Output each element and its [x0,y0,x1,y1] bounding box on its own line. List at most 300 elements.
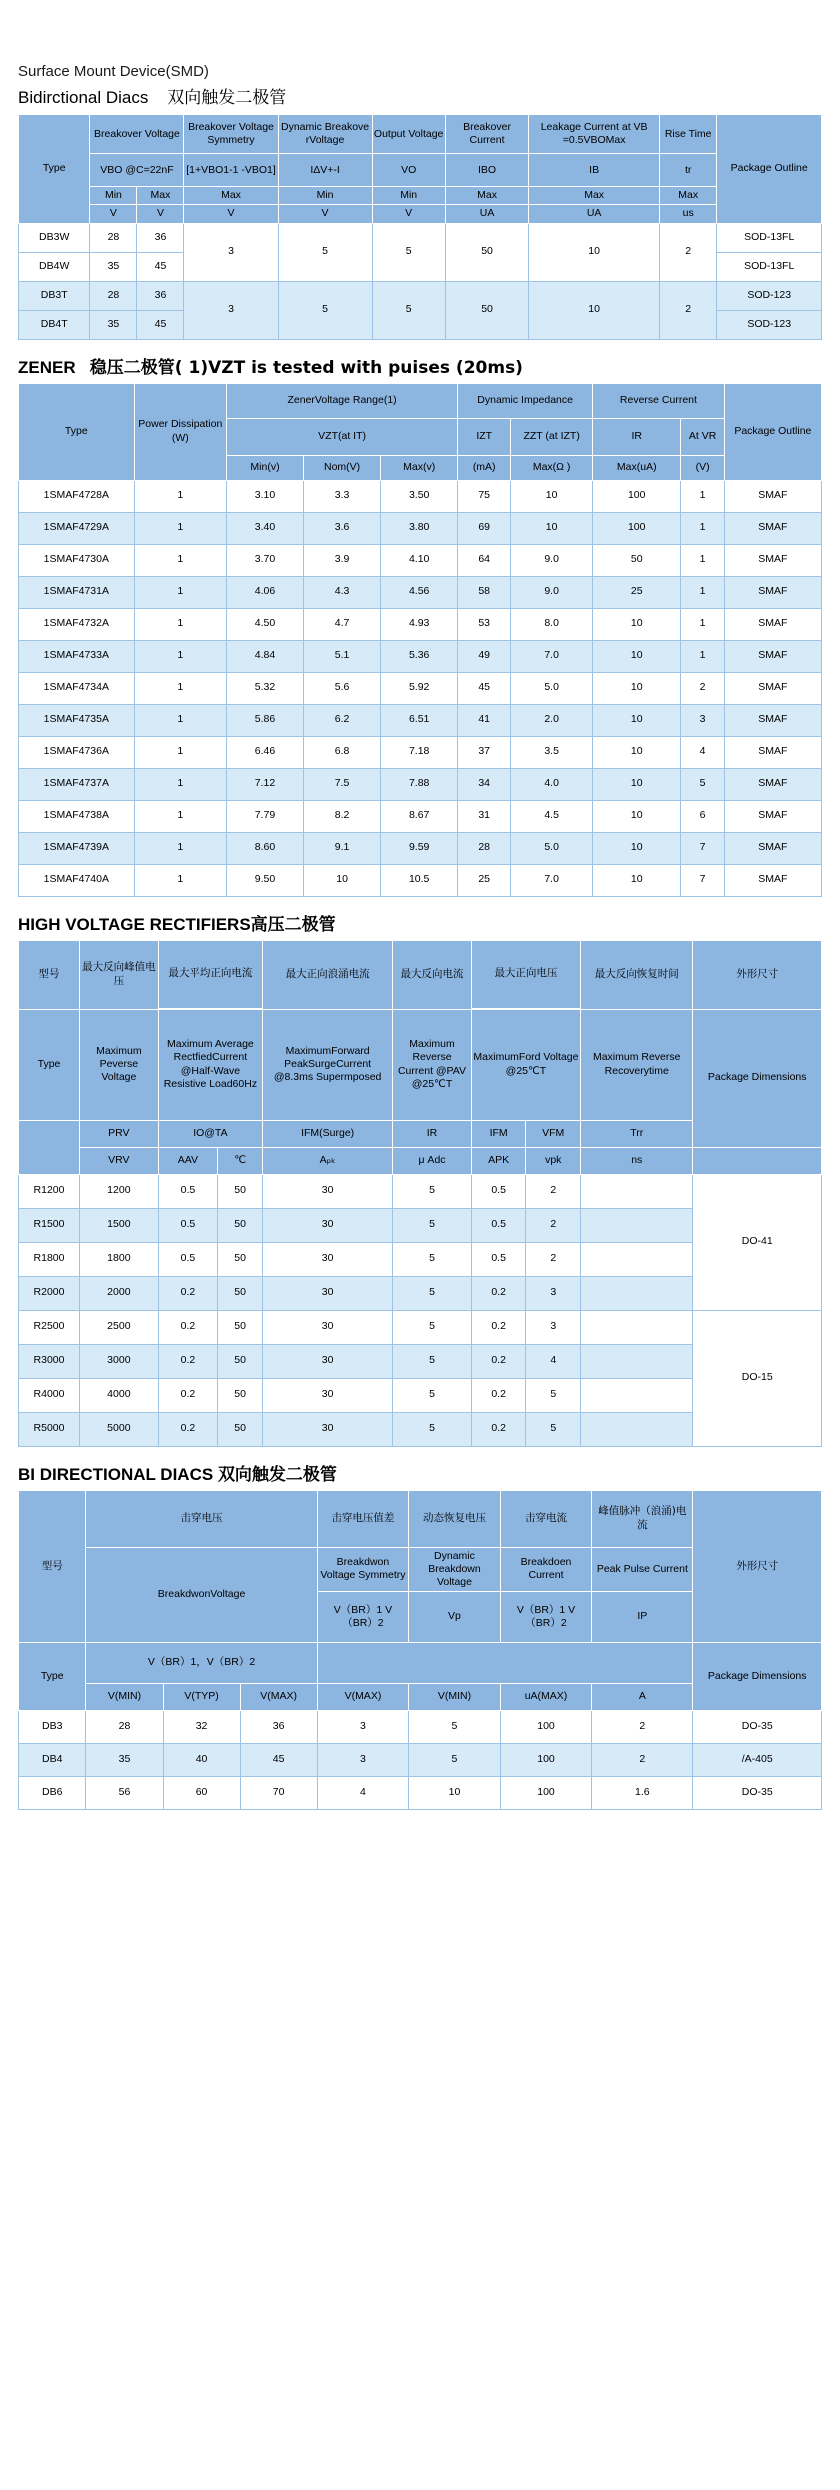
cell-vzt-min: 3.70 [226,544,303,576]
cell-ifm-surge: 30 [263,1310,393,1344]
cell-type: DB3W [19,223,90,252]
cell-type: 1SMAF4737A [19,768,135,800]
cell-at-vr: 1 [681,480,724,512]
cell-vzt-min: 3.10 [226,480,303,512]
cell-type: R1200 [19,1174,80,1208]
cell-izt: 69 [458,512,511,544]
th-breakover-voltage-symmetry: Breakover Voltage Symmetry [184,115,278,154]
table-row [19,864,822,896]
table-row [19,544,822,576]
th-unit-vmax-sym: V(MAX) [317,1683,409,1710]
table-body [19,1710,822,1809]
cell-vbo-min: 35 [90,310,137,339]
cell-io: 0.2 [158,1344,217,1378]
th-en-breakdown-voltage-symmetry: Breakdwon Voltage Symmetry [317,1547,409,1591]
cell-vmin: 35 [86,1743,163,1776]
cell-trr [581,1276,693,1310]
header-row-1 [19,383,822,418]
th-sym-type-blank [19,1120,80,1174]
section-title-bi-directional-diacs [18,1460,822,1485]
table-row [19,1174,822,1208]
th-tr: tr [659,154,716,187]
cell-ir: 50 [593,544,681,576]
cell-vfm: 2 [526,1208,581,1242]
cell-at-vr: 1 [681,512,724,544]
cell-vzt-min: 4.06 [226,576,303,608]
cell-type: 1SMAF4730A [19,544,135,576]
header-row-1 [19,115,822,154]
cell-power-dissipation: 1 [134,704,226,736]
cell-package: SOD-13FL [717,252,822,281]
cell-package: SMAF [724,768,821,800]
th-cn-package-dimensions: 外形尺寸 [693,940,822,1009]
table-row [19,1710,822,1743]
cell-vmax: 45 [240,1743,317,1776]
cell-package: SMAF [724,800,821,832]
table-row [19,704,822,736]
cell-vfm: 5 [526,1378,581,1412]
th-izt: IZT [458,418,511,455]
cell-vbo-max: 45 [137,310,184,339]
th-cn-peak-pulse-current: 峰值脉冲（浪涌)电流 [592,1490,693,1547]
table-row [19,768,822,800]
th-vbo: VBO @C=22nF [90,154,184,187]
cell-ta: 50 [218,1208,263,1242]
th-power-dissipation: Power Dissipation (W) [134,383,226,480]
cell-ir: 5 [393,1344,472,1378]
cell-at-vr: 1 [681,608,724,640]
table-row [19,281,822,310]
table-body [19,1174,822,1446]
cell-sym: 3 [317,1743,409,1776]
cell-prv: 5000 [80,1412,159,1446]
cell-at-vr: 1 [681,544,724,576]
cell-type: 1SMAF4738A [19,800,135,832]
cell-vzt-max: 5.92 [381,672,458,704]
cell-vo-min: 5 [372,281,445,339]
section-title-high-voltage-rectifiers [18,910,822,935]
cell-package: SMAF [724,480,821,512]
th-breakover-voltage: Breakover Voltage [90,115,184,154]
cell-vp: 5 [409,1743,501,1776]
header-row-cn [19,1490,822,1547]
th-unit-apk: Aₚₖ [263,1147,393,1174]
cell-at-vr: 6 [681,800,724,832]
cell-izt: 49 [458,640,511,672]
cell-vzt-min: 4.50 [226,608,303,640]
cell-ir: 100 [593,512,681,544]
table-wrapper-hvr [18,940,822,1447]
cell-zzt: 4.0 [511,768,593,800]
table-wrapper-diacs-smd [18,114,822,339]
cell-sym-max: 3 [184,281,278,339]
cell-type: 1SMAF4729A [19,512,135,544]
cell-vfm: 5 [526,1412,581,1446]
cell-type: R1500 [19,1208,80,1242]
th-sym-vfm: VFM [526,1120,581,1147]
cell-ir: 10 [593,800,681,832]
table-body [19,480,822,896]
cell-vzt-max: 7.18 [381,736,458,768]
cell-package: SOD-13FL [717,223,822,252]
cell-ir: 10 [593,704,681,736]
th-ib-max: Max [529,187,660,205]
table-row [19,480,822,512]
table-body [19,223,822,339]
cell-sym: 4 [317,1776,409,1809]
cell-ir: 10 [593,608,681,640]
cell-zzt: 3.5 [511,736,593,768]
th-en-max-forward-voltage: MaximumFord Voltage @25℃T [471,1009,580,1120]
cell-vzt-max: 10.5 [381,864,458,896]
cell-package: SMAF [724,672,821,704]
cell-izt: 53 [458,608,511,640]
cell-izt: 25 [458,864,511,896]
cell-type: 1SMAF4733A [19,640,135,672]
cell-vzt-min: 7.12 [226,768,303,800]
cell-ip: 1.6 [592,1776,693,1809]
th-vo-min: Min [372,187,445,205]
cell-vzt-max: 7.88 [381,768,458,800]
cell-package: SMAF [724,736,821,768]
cell-tr-max: 2 [659,223,716,281]
th-en-dynamic-breakdown-voltage: Dynamic Breakdown Voltage [409,1547,501,1591]
section-title-en: ZENER [18,357,76,377]
cell-vzt-max: 4.56 [381,576,458,608]
cell-izt: 34 [458,768,511,800]
cell-package: SMAF [724,512,821,544]
cell-ifm: 0.2 [471,1344,526,1378]
th-sym-io-ta: IO@TA [158,1120,262,1147]
cell-ibo-max: 50 [445,223,529,281]
cell-trr [581,1344,693,1378]
cell-ta: 50 [218,1276,263,1310]
header-row-2 [19,154,822,187]
cell-izt: 41 [458,704,511,736]
cell-ir: 10 [593,640,681,672]
cell-vbo-min: 28 [90,281,137,310]
th-idv: IΔV+-I [278,154,372,187]
th-en-package-dimensions: Package Dimensions [693,1009,822,1147]
section-title-cn: 双向触发二极管 [167,88,287,109]
cell-ir: 10 [593,832,681,864]
cell-izt: 58 [458,576,511,608]
th-sym-vbr1-vbr2: V（BR）1，V（BR）2 [86,1642,317,1683]
cell-at-vr: 1 [681,576,724,608]
cell-zzt: 5.0 [511,672,593,704]
cell-ir: 10 [593,864,681,896]
cell-ifm: 0.5 [471,1174,526,1208]
table-row [19,736,822,768]
th-vo: VO [372,154,445,187]
table-row [19,832,822,864]
cell-ibr: 100 [500,1710,592,1743]
th-zener-voltage-range: ZenerVoltage Range(1) [226,383,457,418]
th-en-peak-pulse-current: Peak Pulse Current [592,1547,693,1591]
cell-vzt-min: 5.86 [226,704,303,736]
th-cn-breakdown-current: 击穿电流 [500,1490,592,1547]
section-title-bidirectional-diacs-smd [18,83,822,108]
table-head [19,1490,822,1710]
cell-vzt-nom: 8.2 [304,800,381,832]
cell-izt: 31 [458,800,511,832]
cell-vzt-nom: 4.3 [304,576,381,608]
cell-trr [581,1310,693,1344]
cell-ip: 2 [592,1743,693,1776]
th-unit-ns: ns [581,1147,693,1174]
cell-prv: 3000 [80,1344,159,1378]
th-en-max-reverse-voltage: Maximum Peverse Voltage [80,1009,159,1120]
cell-vzt-nom: 6.2 [304,704,381,736]
cell-vmin: 28 [86,1710,163,1743]
cell-dyn-min: 5 [278,223,372,281]
cell-ifm-surge: 30 [263,1412,393,1446]
cell-ifm-surge: 30 [263,1208,393,1242]
cell-vzt-min: 4.84 [226,640,303,672]
cell-ifm: 0.2 [471,1412,526,1446]
cell-ifm: 0.2 [471,1310,526,1344]
cell-at-vr: 5 [681,768,724,800]
cell-ib-max: 10 [529,281,660,339]
cell-ifm: 0.5 [471,1242,526,1276]
th-cn-max-reverse-current: 最大反向电流 [393,940,472,1009]
header-row-3 [19,187,822,205]
cell-power-dissipation: 1 [134,480,226,512]
cell-vp: 5 [409,1710,501,1743]
th-en-max-avg-rectified-current: Maximum Average RectfiedCurrent @Half-Wave Resistive Load60Hz [158,1009,262,1120]
cell-type: DB4T [19,310,90,339]
th-unit-package-blank [693,1147,822,1174]
th-en-max-forward-peak-surge-current: MaximumForward PeakSurgeCurrent @8.3ms Supermposed [263,1009,393,1120]
cell-trr [581,1412,693,1446]
th-reverse-current: Reverse Current [593,383,725,418]
table-row [19,672,822,704]
th-unit-vmin-vp: V(MIN) [409,1683,501,1710]
table-bi-directional-diacs [18,1490,822,1810]
cell-vzt-max: 9.59 [381,832,458,864]
th-cn-max-avg-forward-current: 最大平均正向电流 [158,940,262,1008]
cell-zzt: 10 [511,480,593,512]
th-leakage-current: Leakage Current at VB =0.5VBOMax [529,115,660,154]
cell-zzt: 4.5 [511,800,593,832]
cell-power-dissipation: 1 [134,640,226,672]
cell-vzt-max: 8.67 [381,800,458,832]
table-zener [18,383,822,897]
cell-zzt: 7.0 [511,640,593,672]
th-unit-max-ohm: Max(Ω ) [511,455,593,480]
cell-type: DB3T [19,281,90,310]
cell-type: 1SMAF4736A [19,736,135,768]
section-title-zener [18,353,822,378]
header-row-4-units [19,205,822,223]
th-vbo-formula: [1+VBO1-1 -VBO1] [184,154,278,187]
cell-ibr: 100 [500,1776,592,1809]
cell-power-dissipation: 1 [134,736,226,768]
cell-vmin: 56 [86,1776,163,1809]
section-title-cn: 稳压二极管( 1)VZT is tested with puises (20ms) [89,357,523,378]
cell-power-dissipation: 1 [134,832,226,864]
cell-ir: 25 [593,576,681,608]
th-tr-max: Max [659,187,716,205]
th-cn-breakdown-voltage-symmetry: 击穿电压值差 [317,1490,409,1547]
table-head [19,940,822,1174]
cell-vzt-nom: 5.1 [304,640,381,672]
th-unit-vo: V [372,205,445,223]
th-sym-breakdown-sym: V（BR）1 V（BR）2 [317,1591,409,1642]
cell-ip: 2 [592,1710,693,1743]
cell-vzt-min: 8.60 [226,832,303,864]
cell-zzt: 10 [511,512,593,544]
cell-izt: 37 [458,736,511,768]
cell-type: 1SMAF4739A [19,832,135,864]
cell-ir: 10 [593,736,681,768]
th-sym-ir: IR [393,1120,472,1147]
cell-at-vr: 4 [681,736,724,768]
cell-zzt: 9.0 [511,576,593,608]
cell-ifm-surge: 30 [263,1276,393,1310]
cell-vzt-nom: 7.5 [304,768,381,800]
cell-type: R2000 [19,1276,80,1310]
th-en-max-reverse-recovery-time: Maximum Reverse Recoverytime [581,1009,693,1120]
cell-vzt-max: 5.36 [381,640,458,672]
cell-vbo-max: 45 [137,252,184,281]
section-title-cn: 高压二极管 [250,914,336,935]
th-unit-sym: V [184,205,278,223]
th-ibo-max: Max [445,187,529,205]
cell-ir: 100 [593,480,681,512]
cell-ta: 50 [218,1412,263,1446]
cell-type: 1SMAF4740A [19,864,135,896]
cell-vbo-min: 35 [90,252,137,281]
th-output-voltage: Output Voltage [372,115,445,154]
section-title-cn: 双向触发二极管 [217,1464,337,1485]
th-cn-type: 型号 [19,940,80,1009]
cell-package: SMAF [724,864,821,896]
cell-io: 0.2 [158,1412,217,1446]
cell-ifm-surge: 30 [263,1174,393,1208]
table-bidirectional-diacs-smd [18,114,822,339]
th-type: Type [19,383,135,480]
table-head [19,383,822,480]
cell-package: DO-41 [693,1174,822,1310]
cell-vfm: 3 [526,1276,581,1310]
cell-vzt-min: 3.40 [226,512,303,544]
cell-vbo-max: 36 [137,223,184,252]
th-package-outline: Package Outline [717,115,822,223]
cell-power-dissipation: 1 [134,672,226,704]
cell-vzt-min: 5.32 [226,672,303,704]
cell-vtyp: 60 [163,1776,240,1809]
table-high-voltage-rectifiers [18,940,822,1447]
cell-power-dissipation: 1 [134,512,226,544]
section-title-en: Bidirctional Diacs [18,88,149,108]
table-wrapper-bdd [18,1490,822,1810]
cell-izt: 64 [458,544,511,576]
cell-type: R5000 [19,1412,80,1446]
cell-at-vr: 7 [681,864,724,896]
cell-type: 1SMAF4732A [19,608,135,640]
cell-sym-max: 3 [184,223,278,281]
table-row [19,640,822,672]
table-row [19,1776,822,1809]
cell-vmax: 36 [240,1710,317,1743]
th-en-breakdown-voltage: BreakdwonVoltage [86,1547,317,1642]
cell-ifm-surge: 30 [263,1242,393,1276]
th-unit-uadc: μ Adc [393,1147,472,1174]
table-row [19,223,822,252]
th-cn-breakdown-voltage: 击穿电压 [86,1490,317,1547]
th-cn-max-forward-surge-current: 最大正向浪涌电流 [263,940,393,1009]
cell-vfm: 2 [526,1242,581,1276]
cell-ifm: 0.5 [471,1208,526,1242]
cell-package: /A-405 [693,1743,822,1776]
th-unit-a: A [592,1683,693,1710]
cell-package: DO-35 [693,1710,822,1743]
cell-type: R3000 [19,1344,80,1378]
cell-vzt-max: 4.10 [381,544,458,576]
cell-ir: 5 [393,1174,472,1208]
th-unit-uamax: uA(MAX) [500,1683,592,1710]
th-sym-prv: PRV [80,1120,159,1147]
th-vzt-at-it: VZT(at IT) [226,418,457,455]
header-row-units [19,1147,822,1174]
cell-type: R4000 [19,1378,80,1412]
cell-vo-min: 5 [372,223,445,281]
th-type: Type [19,115,90,223]
cell-dyn-min: 5 [278,281,372,339]
cell-vzt-nom: 5.6 [304,672,381,704]
th-en-type: Type [19,1642,86,1710]
cell-vmax: 70 [240,1776,317,1809]
cell-ibr: 100 [500,1743,592,1776]
cell-io: 0.5 [158,1174,217,1208]
th-unit-ib: UA [529,205,660,223]
cell-power-dissipation: 1 [134,768,226,800]
th-en-package-dimensions: Package Dimensions [693,1642,822,1710]
cell-izt: 28 [458,832,511,864]
cell-type: R1800 [19,1242,80,1276]
cell-at-vr: 1 [681,640,724,672]
table-head [19,115,822,223]
th-package-outline: Package Outline [724,383,821,480]
cell-trr [581,1242,693,1276]
cell-type: DB6 [19,1776,86,1809]
section-title-en: HIGH VOLTAGE RECTIFIERS [18,914,251,934]
th-dynamic-impedance: Dynamic Impedance [458,383,593,418]
cell-vzt-max: 3.80 [381,512,458,544]
cell-type: 1SMAF4734A [19,672,135,704]
cell-io: 0.2 [158,1310,217,1344]
cell-tr-max: 2 [659,281,716,339]
cell-vzt-max: 4.93 [381,608,458,640]
cell-io: 0.2 [158,1378,217,1412]
cell-type: 1SMAF4731A [19,576,135,608]
th-vbo-max: Max [137,187,184,205]
table-row [19,1310,822,1344]
cell-vzt-nom: 10 [304,864,381,896]
cell-ir: 5 [393,1276,472,1310]
top-spacer [18,0,822,60]
th-cn-type: 型号 [19,1490,86,1642]
cell-io: 0.5 [158,1208,217,1242]
th-unit-vmax: V(MAX) [240,1683,317,1710]
cell-ifm: 0.2 [471,1276,526,1310]
th-unit-vbo-max: V [137,205,184,223]
cell-prv: 1800 [80,1242,159,1276]
cell-ibo-max: 50 [445,281,529,339]
th-unit-dyn: V [278,205,372,223]
cell-type: DB4 [19,1743,86,1776]
